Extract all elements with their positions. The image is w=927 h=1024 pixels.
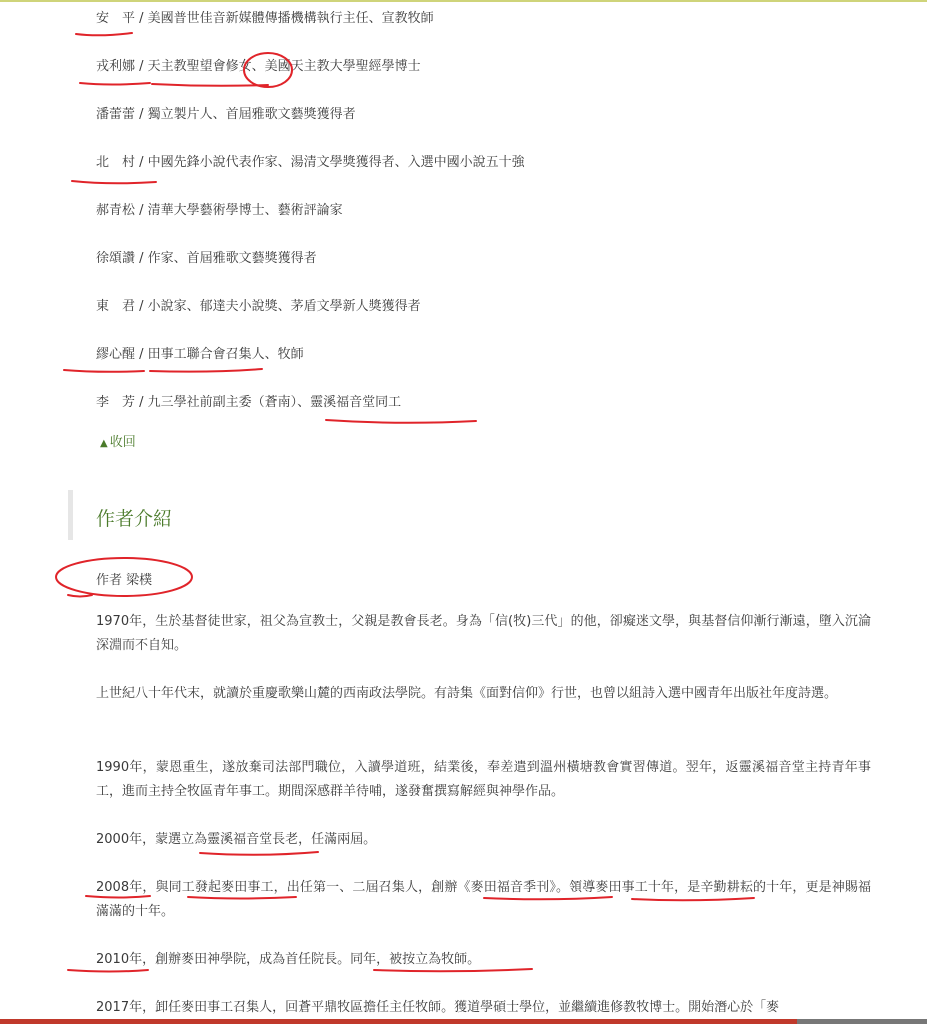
author-name: 作者 梁樸 [96,573,153,588]
annotation-underline [200,852,318,855]
annotation-underline [152,84,268,86]
section-title: 作者介紹 [96,508,173,530]
collapse-link[interactable] [100,431,136,450]
annotation-underline [80,83,150,85]
bio-paragraph: 2010年，創辦麥田神學院，成為首任院長。同年，被按立為牧師。 [96,952,481,967]
top-divider [0,0,927,2]
endorser-item: 東 君 / 小說家、郁達夫小說獎、茅盾文學新人獎獲得者 [96,299,421,314]
annotation-underline [150,369,262,372]
annotation-underline [326,420,476,423]
bio-paragraph: 1990年，蒙恩重生，遂放棄司法部門職位，入讀學道班，結業後，奉差遣到溫州橫塘教會實習傳道。翌年，返靈溪福音堂主持青年事工，進而主持全牧區青年事工。期間深感群羊待哺，遂發奮撰寫解經與神學作品。 [96,760,871,799]
bio-paragraph: 上世紀八十年代末，就讀於重慶歌樂山麓的西南政法學院。有詩集《面對信仰》行世，也曾以組詩入選中國青年出版社年度詩選。 [96,686,838,701]
bio-paragraph: 1970年，生於基督徒世家，祖父為宣教士，父親是教會長老。身為「信(牧)三代」的他，卻癡迷文學，與基督信仰漸行漸遠，墮入沉淪深淵而不自知。 [96,614,871,653]
bottom-bar [0,1019,927,1024]
bio-paragraph: 2000年，蒙選立為靈溪福音堂長老，任滿兩屆。 [96,832,377,847]
endorser-item: 潘蕾蕾 / 獨立製片人、首屆雅歌文藝獎獲得者 [96,107,356,122]
bio-paragraph: 2008年，與同工發起麥田事工，出任第一、二屆召集人，創辦《麥田福音季刊》。領導麥田事工十年，是辛勤耕耘的十年，更是神賜福滿滿的十年。 [96,880,871,919]
section-accent-bar [68,490,73,540]
endorser-item: 北 村 / 中國先鋒小說代表作家、湯清文學獎獲得者、入選中國小說五十強 [96,155,525,170]
endorser-item: 李 芳 / 九三學社前副主委（蒼南）、靈溪福音堂同工 [96,395,402,410]
endorser-item: 徐頌讚 / 作家、首屆雅歌文藝獎獲得者 [96,251,317,266]
endorser-item: 郝青松 / 清華大學藝術學博士、藝術評論家 [96,203,343,218]
collapse-label: 收回 [109,435,136,450]
chevron-up-icon: ▲ [100,438,108,449]
bio-paragraph: 2017年，卸任麥田事工召集人，回蒼平鼎牧區擔任主任牧師。獲道學碩士學位，並繼續進修教牧博士。開始潛心於「麥 [96,1000,780,1015]
endorser-item: 繆心醒 / 田事工聯合會召集人、牧師 [96,347,304,362]
annotation-underline [72,181,156,183]
endorser-item: 戎利娜 / 天主教聖望會修女、美國天主教大學聖經學博士 [96,59,421,74]
endorser-item: 安 平 / 美國普世佳音新媒體傳播機構執行主任、宣教牧師 [96,11,434,26]
annotation-underline [68,595,92,597]
annotation-underline [76,33,132,35]
annotation-underline [64,370,144,372]
